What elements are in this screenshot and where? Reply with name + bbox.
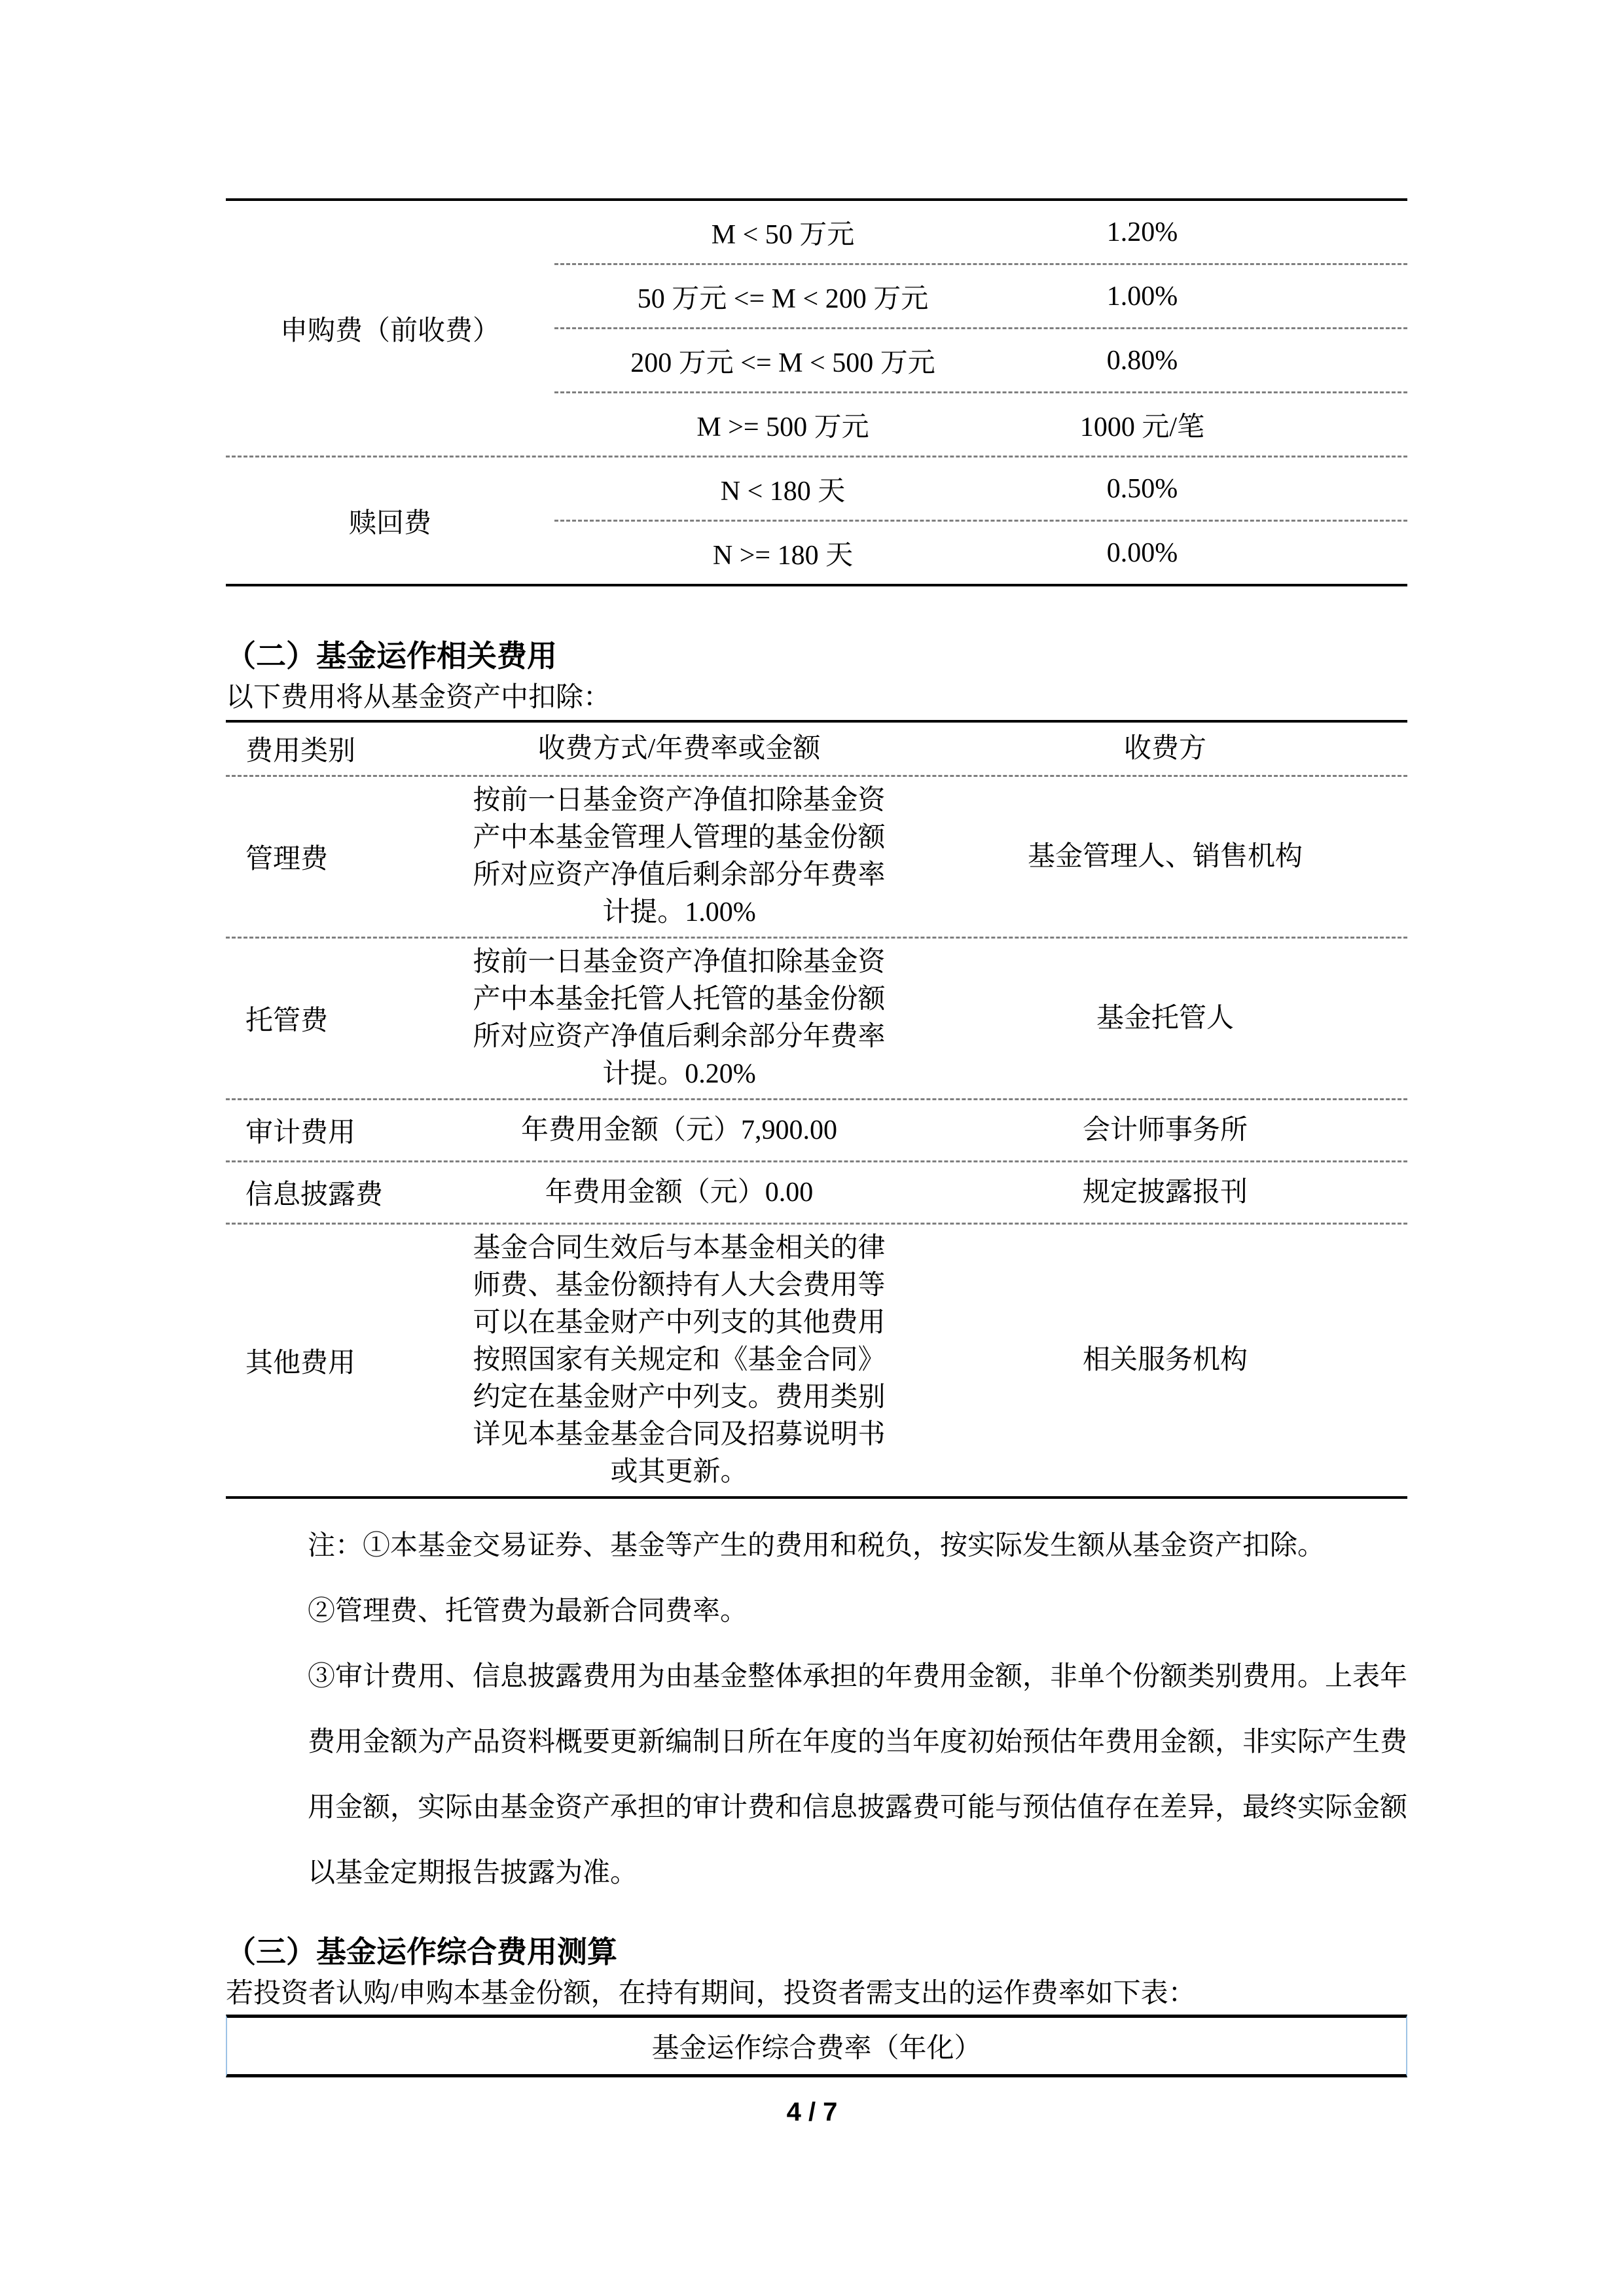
fee-condition: M < 50 万元 [711, 219, 855, 250]
table-row [226, 937, 1407, 1098]
fee-condition: N >= 180 天 [712, 540, 854, 571]
fee-rate: 1.00% [1106, 281, 1178, 312]
table-row [554, 391, 1407, 456]
table-row [226, 1160, 1407, 1223]
subscription-fee-table [226, 198, 1407, 586]
table-notes [226, 1513, 1407, 1906]
table-row [226, 1098, 1407, 1160]
fee-type: 其他费用 [245, 1348, 356, 1378]
fee-payee: 相关服务机构 [1082, 1345, 1248, 1375]
fee-rate: 0.00% [1106, 537, 1178, 568]
section-intro-comprehensive-fees: 若投资者认购/申购本基金份额，在持有期间，投资者需支出的运作费率如下表： [226, 1979, 1196, 2009]
column-header-payee: 收费方 [1123, 733, 1206, 764]
column-header-method: 收费方式/年费率或金额 [537, 733, 821, 764]
fee-type: 审计费用 [245, 1118, 356, 1148]
fee-type: 托管费 [245, 1006, 329, 1036]
fee-payee: 基金管理人、销售机构 [1027, 841, 1303, 872]
fee-group-label: 赎回费 [348, 508, 431, 539]
section-heading-comprehensive-fees: （三）基金运作综合费用测算 [226, 1935, 617, 1969]
table-header-row [226, 723, 1407, 775]
page-content [226, 0, 1407, 2077]
fee-method: 按前一日基金资产净值扣除基金资产中本基金托管人托管的基金份额所对应资产净值后剩余部分年费率计提。0.20% [473, 947, 886, 1089]
fee-rate: 1.20% [1106, 217, 1178, 247]
fee-rate: 0.80% [1106, 345, 1178, 376]
comprehensive-rate-box [226, 2015, 1407, 2077]
table-row [554, 263, 1407, 327]
fee-type: 管理费 [245, 844, 329, 874]
section-heading-operation-fees: （二）基金运作相关费用 [226, 639, 557, 673]
page-number: 4 / 7 [786, 2098, 838, 2126]
note-line: ③审计费用、信息披露费用为由基金整体承担的年费用金额，非单个份额类别费用。上表年费用金额为产品资料概要更新编制日所在年度的当年度初始预估年费用金额，非实际产生费用金额，实际由基金资产承担的审计费和信息披露费可能与预估值存在差异，最终实际金额以基金定期报告披露为准。 [308, 1662, 1408, 1888]
note-line: 注：①本基金交易证券、基金等产生的费用和税负，按实际发生额从基金资产扣除。 [308, 1531, 1326, 1561]
table-row [554, 457, 1407, 520]
table-row [554, 327, 1407, 391]
operation-fee-table [226, 720, 1407, 1499]
fee-condition: M >= 500 万元 [696, 412, 869, 442]
fee-rate: 1000 元/笔 [1079, 412, 1205, 442]
section-intro-operation-fees: 以下费用将从基金资产中扣除： [226, 683, 611, 713]
fee-condition: 50 万元 <= M < 200 万元 [637, 283, 929, 314]
column-header-fee-type: 费用类别 [245, 736, 356, 766]
fee-condition: 200 万元 <= M < 500 万元 [630, 348, 935, 378]
fee-group-rows [554, 457, 1407, 584]
fee-payee: 会计师事务所 [1082, 1115, 1248, 1145]
fee-method: 年费用金额（元）7,900.00 [520, 1115, 837, 1145]
fee-method: 年费用金额（元）0.00 [545, 1177, 814, 1208]
redemption-fee-group [226, 457, 1407, 584]
table-row [554, 520, 1407, 584]
fee-payee: 规定披露报刊 [1082, 1177, 1248, 1208]
fee-type: 信息披露费 [245, 1180, 384, 1210]
note-line: ②管理费、托管费为最新合同费率。 [308, 1596, 748, 1626]
fee-method: 基金合同生效后与本基金相关的律师费、基金份额持有人大会费用等可以在基金财产中列支的其他费用按照国家有关规定和《基金合同》约定在基金财产中列支。费用类别详见本基金基金合同及招募说明书或其更新。 [473, 1233, 886, 1487]
table-row [226, 775, 1407, 937]
fee-method: 按前一日基金资产净值扣除基金资产中本基金管理人管理的基金份额所对应资产净值后剩余部分年费率计提。1.00% [473, 785, 886, 927]
table-row [226, 1223, 1407, 1496]
table-row [554, 201, 1407, 263]
fee-condition: N < 180 天 [720, 476, 846, 507]
subscription-fee-group [226, 201, 1407, 457]
fee-rate: 0.50% [1106, 473, 1178, 504]
fee-group-rows [554, 201, 1407, 456]
fee-group-label: 申购费（前收费） [280, 315, 500, 346]
fee-payee: 基金托管人 [1096, 1003, 1234, 1033]
comprehensive-rate-box-title: 基金运作综合费率（年化） [651, 2034, 982, 2064]
